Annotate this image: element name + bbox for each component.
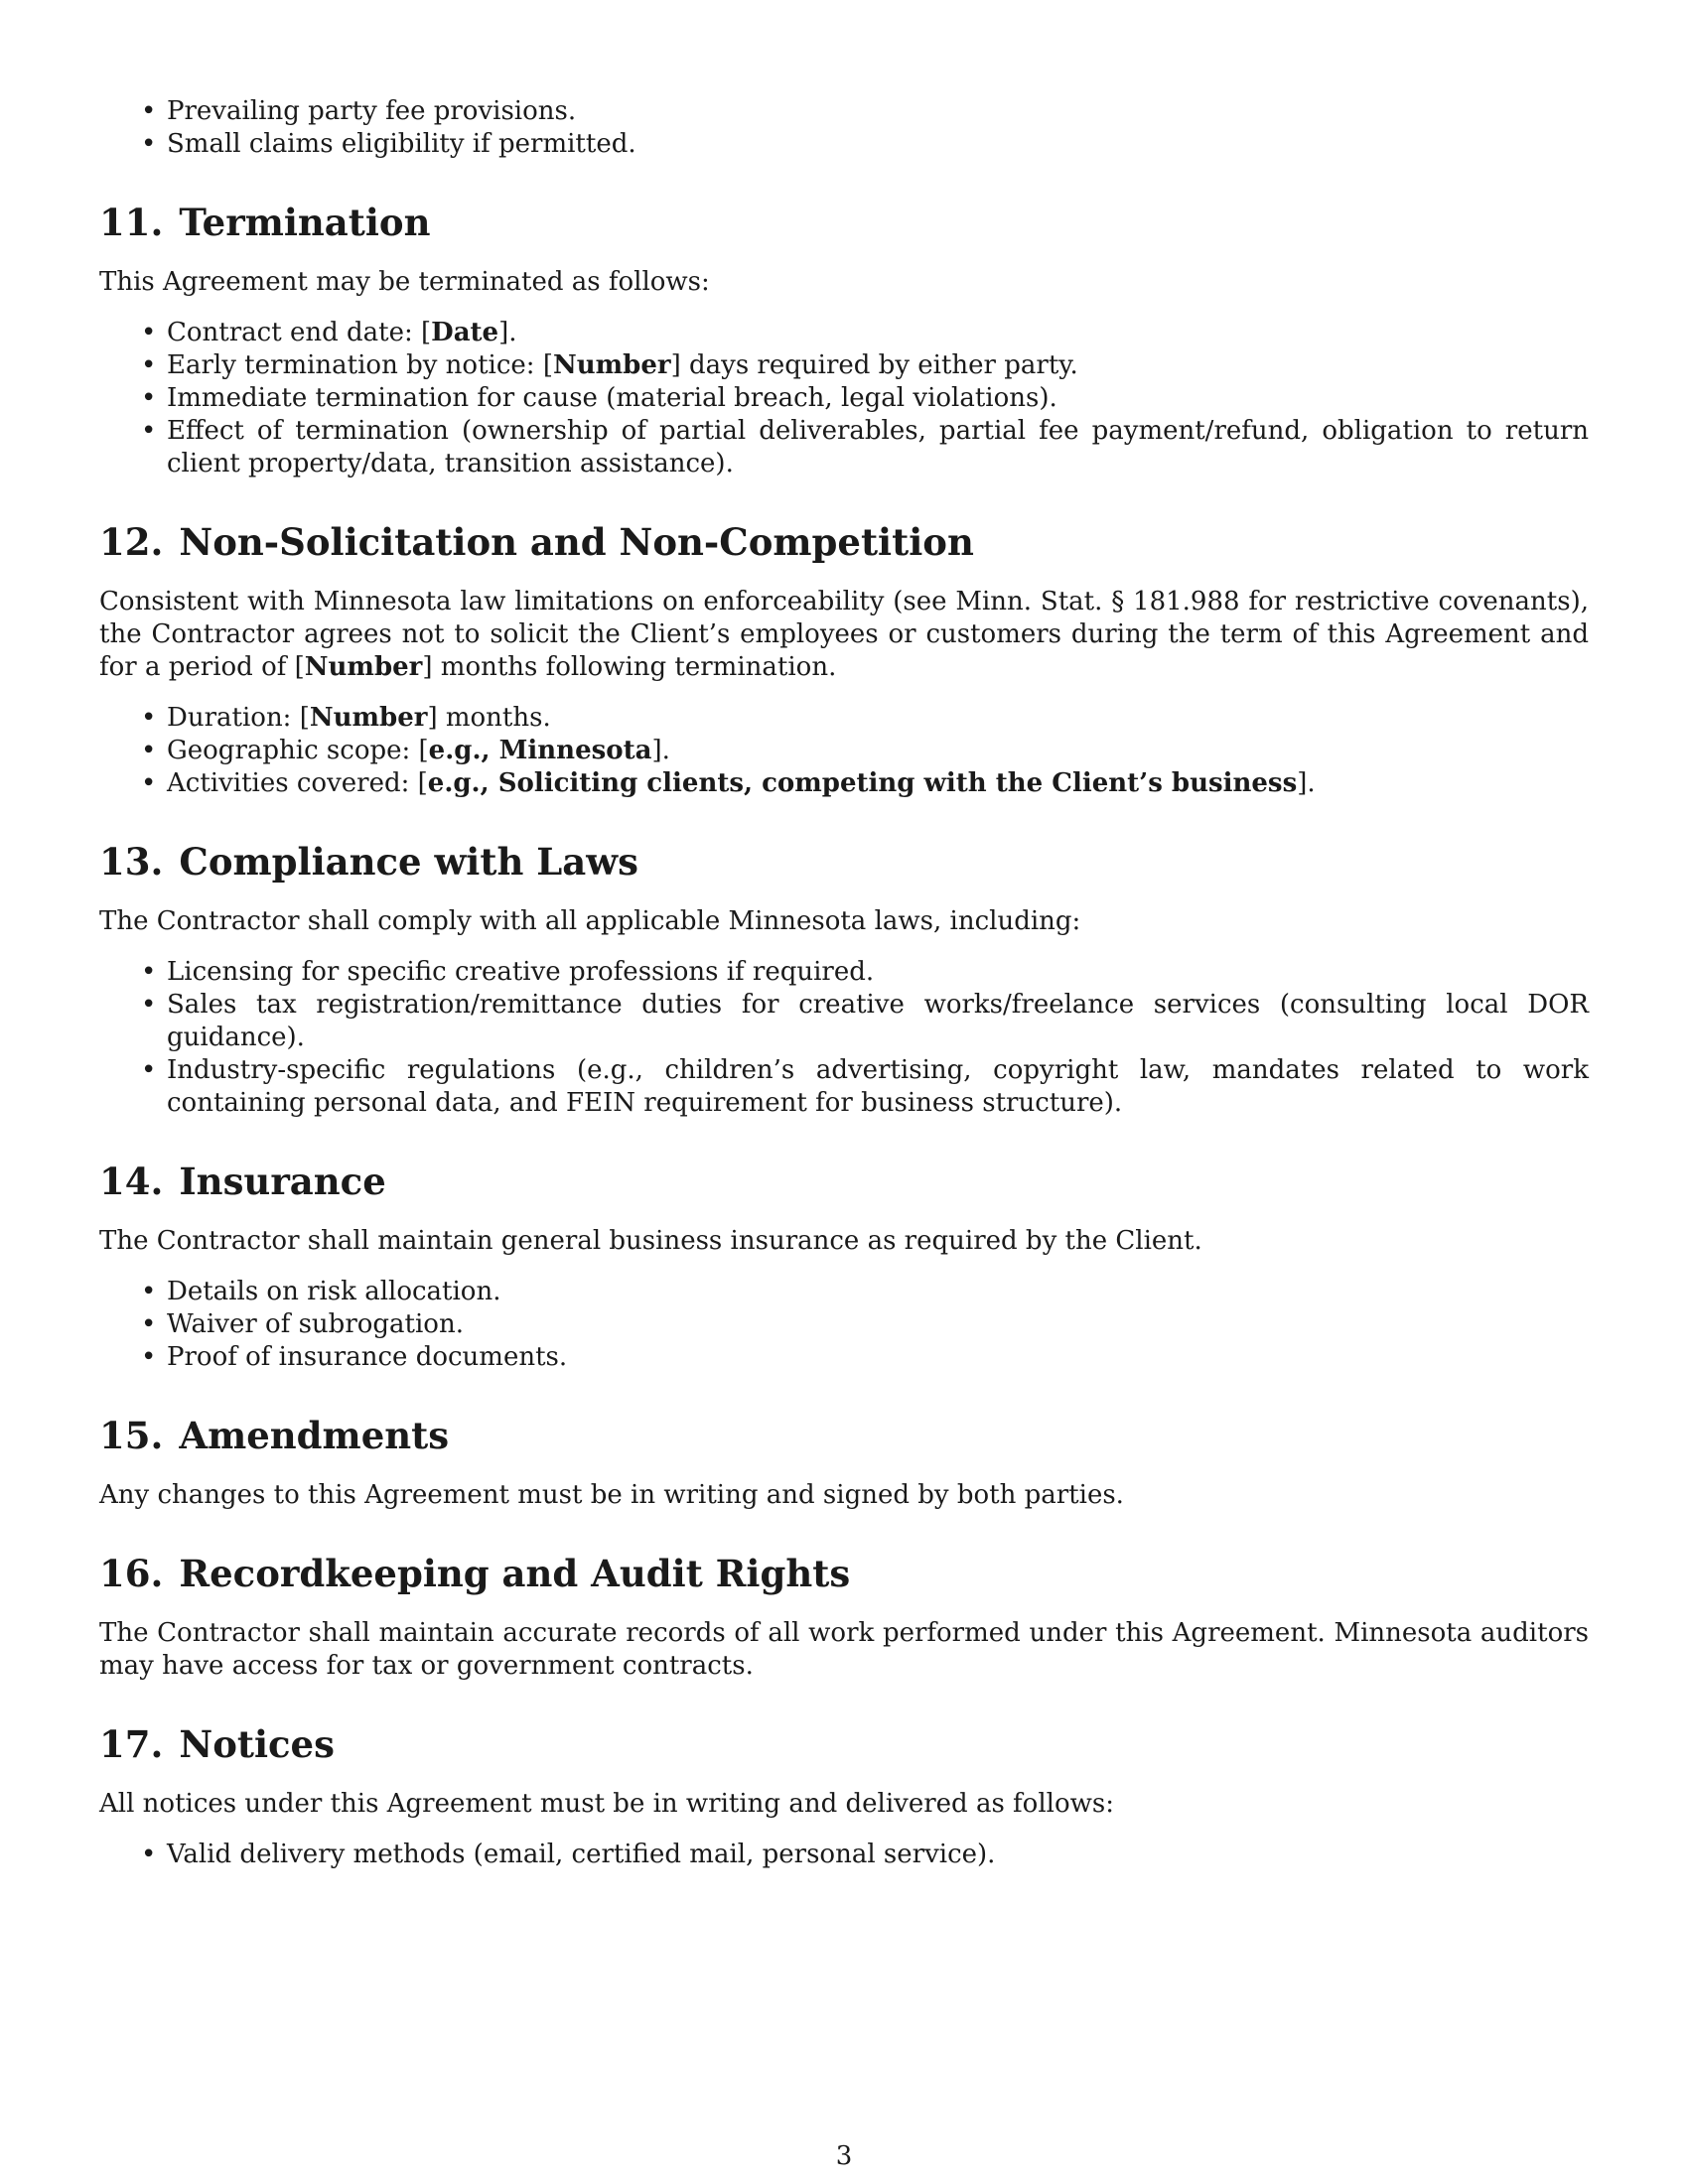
- section-15: [99, 1414, 1589, 1512]
- section-paragraph: [99, 1617, 1589, 1683]
- section-16: [99, 1552, 1589, 1683]
- text-run: The Contractor shall maintain accurate records of all work performed under this Agreement. Minnesota auditors may have access for tax or government contracts.: [99, 1618, 1589, 1681]
- section-heading: [99, 1722, 1589, 1766]
- text-run: ] months following termination.: [422, 652, 837, 682]
- list-item: [99, 1308, 1589, 1341]
- list-item: • Small claims eligibility if permitted.: [99, 128, 1589, 161]
- list-item: [99, 1839, 1589, 1871]
- list-item: [99, 349, 1589, 382]
- placeholder-field: Number: [304, 652, 423, 682]
- text-run: Geographic scope: [: [167, 736, 429, 765]
- section-paragraph: [99, 1788, 1589, 1821]
- document-page: [99, 95, 1589, 1871]
- section-paragraph: [99, 586, 1589, 684]
- list-item: [99, 989, 1589, 1054]
- text-run: Early termination by notice: [: [167, 350, 553, 380]
- section-title: Recordkeeping and Audit Rights: [179, 1552, 851, 1595]
- list-item: [99, 767, 1589, 800]
- list-item: [99, 1054, 1589, 1120]
- bullet-list: [99, 1276, 1589, 1374]
- section-17: [99, 1722, 1589, 1871]
- text-run: The Contractor shall comply with all applicable Minnesota laws, including:: [99, 906, 1081, 936]
- list-item: [99, 317, 1589, 349]
- section-paragraph: [99, 905, 1589, 938]
- list-item: [99, 415, 1589, 480]
- section-heading: [99, 840, 1589, 884]
- text-run: ].: [651, 736, 670, 765]
- text-run: ].: [1297, 768, 1316, 798]
- section-number: 13.: [99, 840, 164, 884]
- bullet-list: [99, 1839, 1589, 1871]
- text-run: Effect of termination (ownership of partial deliverables, partial fee payment/refund, obligation to return client property/data, transition assistance).: [167, 416, 1589, 478]
- placeholder-field: e.g., Soliciting clients, competing with the Client’s business: [427, 768, 1298, 798]
- section-title: Insurance: [179, 1160, 386, 1203]
- section-paragraph: [99, 266, 1589, 299]
- section-title: Non-Solicitation and Non-Competition: [179, 520, 974, 564]
- bullet-list: [99, 317, 1589, 480]
- list-item: [99, 1341, 1589, 1374]
- section-number: 12.: [99, 520, 164, 564]
- placeholder-field: Date: [431, 318, 499, 347]
- intro-bullet-list: [99, 95, 1589, 161]
- section-heading: [99, 520, 1589, 564]
- text-run: ].: [498, 318, 517, 347]
- placeholder-field: Number: [309, 703, 428, 733]
- section-number: 11.: [99, 201, 164, 244]
- section-number: 16.: [99, 1552, 164, 1595]
- text-run: Licensing for specific creative professions if required.: [167, 957, 875, 987]
- list-item: • Prevailing party fee provisions.: [99, 95, 1589, 128]
- section-paragraph: [99, 1225, 1589, 1258]
- section-title: Termination: [179, 201, 431, 244]
- text-run: ] days required by either party.: [670, 350, 1078, 380]
- bullet-list: [99, 702, 1589, 800]
- section-number: 17.: [99, 1722, 164, 1766]
- section-14: [99, 1160, 1589, 1374]
- section-paragraph: [99, 1479, 1589, 1512]
- section-11: [99, 201, 1589, 480]
- text-run: Industry-specific regulations (e.g., children’s advertising, copyright law, mandates related to work containing personal data, and FEIN requirement for business structure).: [167, 1055, 1589, 1118]
- text-run: Sales tax registration/remittance duties for creative works/freelance services (consulting local DOR guidance).: [167, 990, 1589, 1052]
- list-item: [99, 735, 1589, 767]
- text-run: The Contractor shall maintain general business insurance as required by the Client.: [99, 1226, 1202, 1256]
- text-run: Duration: [: [167, 703, 310, 733]
- list-item: [99, 702, 1589, 735]
- section-heading: [99, 1160, 1589, 1203]
- text-run: This Agreement may be terminated as follows:: [99, 267, 710, 297]
- text-run: Proof of insurance documents.: [167, 1342, 568, 1372]
- placeholder-field: e.g., Minnesota: [428, 736, 652, 765]
- list-item: [99, 1276, 1589, 1308]
- text-run: Contract end date: [: [167, 318, 432, 347]
- page-number: 3: [835, 2141, 853, 2171]
- text-run: All notices under this Agreement must be in writing and delivered as follows:: [99, 1789, 1114, 1819]
- text-run: ] months.: [427, 703, 551, 733]
- section-heading: [99, 201, 1589, 244]
- section-title: Compliance with Laws: [179, 840, 638, 884]
- placeholder-field: Number: [552, 350, 671, 380]
- section-heading: [99, 1552, 1589, 1595]
- section-title: Notices: [179, 1722, 335, 1766]
- text-run: Any changes to this Agreement must be in writing and signed by both parties.: [99, 1480, 1124, 1510]
- section-13: [99, 840, 1589, 1120]
- text-run: Activities covered: [: [167, 768, 428, 798]
- list-item: [99, 956, 1589, 989]
- text-run: Details on risk allocation.: [167, 1277, 501, 1306]
- bullet-list: [99, 956, 1589, 1120]
- text-run: Valid delivery methods (email, certified mail, personal service).: [167, 1840, 996, 1869]
- list-item: [99, 382, 1589, 415]
- section-number: 14.: [99, 1160, 164, 1203]
- section-12: [99, 520, 1589, 800]
- sections-container: [99, 201, 1589, 1871]
- section-number: 15.: [99, 1414, 164, 1457]
- text-run: Immediate termination for cause (material breach, legal violations).: [167, 383, 1057, 413]
- text-run: Consistent with Minnesota law limitations on enforceability (see Minn. Stat. § 181.988 for restrictive covenants), the Contractor agrees not to solicit the Client’s employees or customers during the term of this Agreement and for a period of [: [99, 587, 1589, 682]
- section-title: Amendments: [179, 1414, 450, 1457]
- section-heading: [99, 1414, 1589, 1457]
- text-run: Waiver of subrogation.: [167, 1309, 464, 1339]
